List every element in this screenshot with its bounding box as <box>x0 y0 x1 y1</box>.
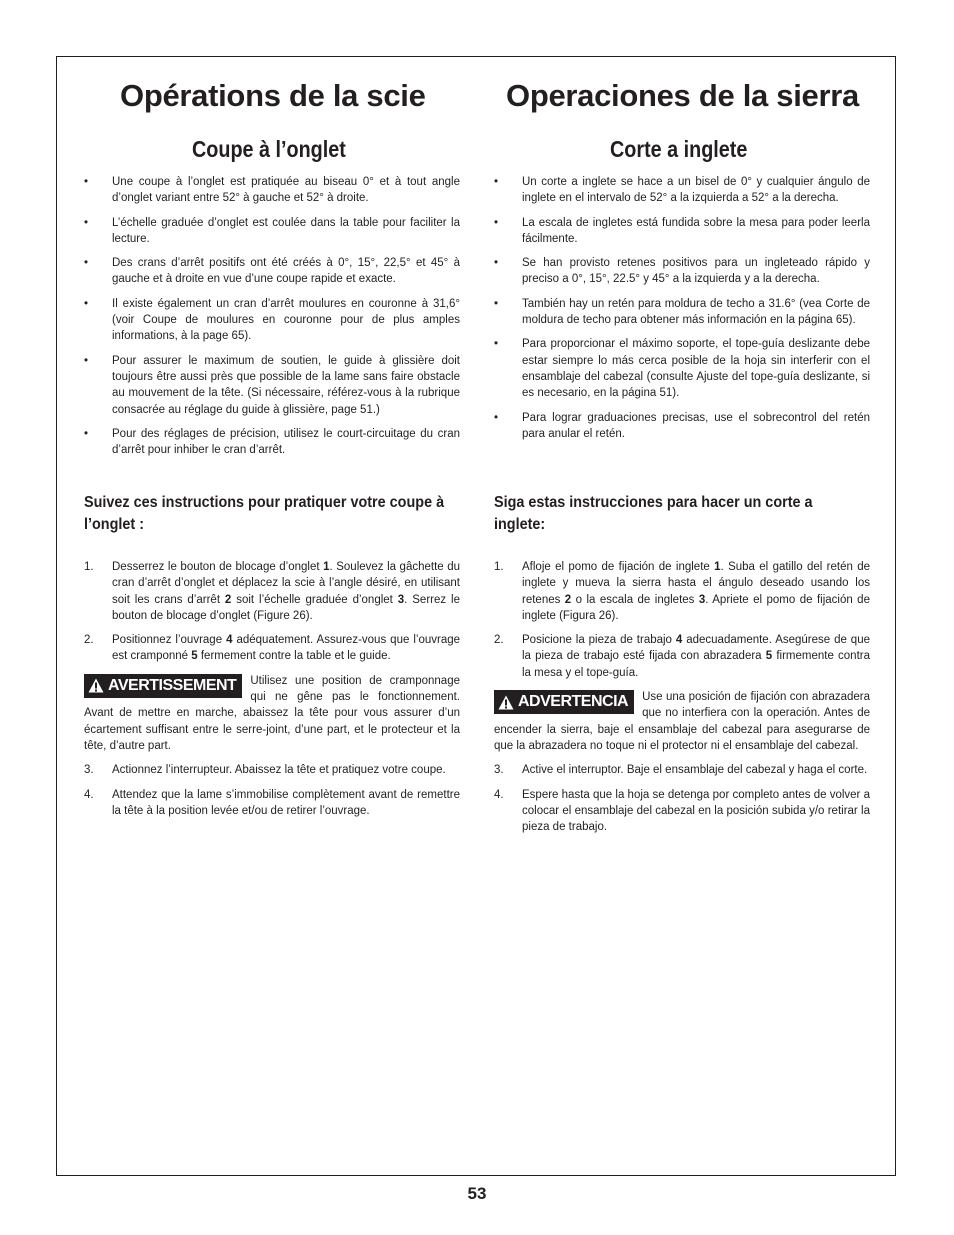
french-steps <box>84 559 460 827</box>
list-item: • L’échelle graduée d’onglet est coulée dans la table pour faciliter la lecture. <box>84 216 460 245</box>
french-instructions-heading: Suivez ces instructions pour pratiquer votre coupe à l’onglet : <box>84 494 445 533</box>
spanish-bullet-list <box>494 174 870 450</box>
page-number: 53 <box>467 1184 487 1203</box>
warning-badge: AVERTISSEMENT <box>84 674 242 698</box>
list-item: • Des crans d’arrêt positifs ont été créés à 0°, 15°, 22,5° et 45° à gauche et à droite en vue d’une coupe rapide et exacte. <box>84 257 460 286</box>
list-item: • Para lograr graduaciones precisas, use el sobrecontrol del retén para anular el retén. <box>494 411 870 440</box>
list-item: 3. Actionnez l’interrupteur. Abaissez la tête et pratiquez votre coupe. <box>84 764 446 777</box>
french-section-title: Coupe à l’onglet <box>192 136 346 162</box>
list-item: • Une coupe à l’onglet est pratiquée au biseau 0° et à tout angle d’onglet variant entre 52° à gauche et 52° à droite. <box>84 176 460 205</box>
spanish-step-list <box>494 559 870 681</box>
list-item: • También hay un retén para moldura de techo a 31.6° (vea Corte de moldura de techo para obtener más información en la página 65). <box>494 297 870 327</box>
warning-triangle-icon <box>88 678 104 693</box>
french-bullet-list <box>84 174 460 466</box>
list-item: 2. Positionnez l’ouvrage 4 adéquatement. Assurez-vous que l’ouvrage est cramponné 5 fermement contre la table et le guide. <box>84 634 460 663</box>
warning-badge: ADVERTENCIA <box>494 690 634 714</box>
list-item: 1. Afloje el pomo de fijación de inglete 1. Suba el gatillo del retén de inglete y mueva la sierra hasta el ángulo deseado usando los retenes 2 o la escala de ingletes 3. Apriete el pomo de fijación de inglete (Figura 26). <box>494 561 870 622</box>
list-item: 2. Posicione la pieza de trabajo 4 adecuadamente. Asegúrese de que la pieza de trabajo esté fijada con abrazadera 5 firmemente contra la mesa y el tope-guía. <box>494 634 870 679</box>
list-item: 4. Attendez que la lame s’immobilise complètement avant de remettre la tête à la position levée et/ou de retirer l’ouvrage. <box>84 788 460 817</box>
spanish-step-list-continued <box>494 762 870 835</box>
spanish-instructions-heading: Siga estas instrucciones para hacer un corte a inglete: <box>494 494 813 533</box>
list-item: 1. Desserrez le bouton de blocage d’onglet 1. Soulevez la gâchette du cran d’arrêt d’onglet et déplacez la scie à l’angle désiré, en utilisant soit les crans d’arrêt 2 soit l’échelle graduée d’onglet 3. Serrez le bouton de blocage d’onglet (Figure 26). <box>84 561 460 622</box>
french-page-title: Opérations de la scie <box>120 78 426 113</box>
spanish-page-title: Operaciones de la sierra <box>506 78 859 113</box>
list-item: • La escala de ingletes está fundida sobre la mesa para poder leerla fácilmente. <box>494 216 870 245</box>
french-step-list <box>84 559 460 665</box>
list-item: • Il existe également un cran d’arrêt moulures en couronne à 31,6° (voir Coupe de moulures en couronne pour de plus amples informations, à la page 65). <box>84 297 460 343</box>
list-item: 3. Active el interruptor. Baje el ensamblaje del cabezal y haga el corte. <box>494 764 868 777</box>
spanish-warning: ADVERTENCIA Use una posición de fijación con abrazadera que no interfiera con la operación. Antes de encender la sierra, baje el ensamblaje del cabezal para asegurarse de que la abrazadera no toque ni el protector ni el ensamblaje del cabezal. <box>494 691 870 752</box>
list-item: 4. Espere hasta que la hoja se detenga por completo antes de volver a colocar el ensamblaje del cabezal en la posición subida y/o retirar la pieza de trabajo. <box>494 788 870 834</box>
spanish-section-title: Corte a inglete <box>610 136 748 162</box>
french-warning: AVERTISSEMENT Utilisez une position de cramponnage qui ne gêne pas le fonctionnement. Avant de mettre en marche, abaissez la tête pour vous assurer d’un écartement suffisant entre le serre-joint, d’une part, et le protecteur et la tête, d’autre part. <box>84 674 460 752</box>
french-step-list-continued <box>84 762 460 819</box>
warning-triangle-icon <box>498 695 514 710</box>
list-item: • Un corte a inglete se hace a un bisel de 0° y cualquier ángulo de inglete en el intervalo de 52° a la izquierda a 52° a la derecha. <box>494 176 870 205</box>
list-item: • Para proporcionar el máximo soporte, el tope-guía deslizante debe estar siempre lo más cerca posible de la hoja sin interferir con el ensamblaje del cabezal (consulte Ajuste del tope-guía deslizante, si es necesario, en la página 51). <box>494 338 870 400</box>
spanish-steps <box>494 559 870 843</box>
list-item: • Pour assurer le maximum de soutien, le guide à glissière doit toujours être aussi près que possible de la lame sans faire obstacle au mouvement de la tête. (Si nécessaire, référez-vous à la rubrique consacrée au réglage du guide à glissière, page 51.) <box>84 354 460 416</box>
list-item: • Pour des réglages de précision, utilisez le court-circuitage du cran d’arrêt pour inhiber le cran d’arrêt. <box>84 427 460 457</box>
list-item: • Se han provisto retenes positivos para un ingleteado rápido y preciso a 0°, 15°, 22.5° y 45° a la izquierda y a la derecha. <box>494 257 870 286</box>
